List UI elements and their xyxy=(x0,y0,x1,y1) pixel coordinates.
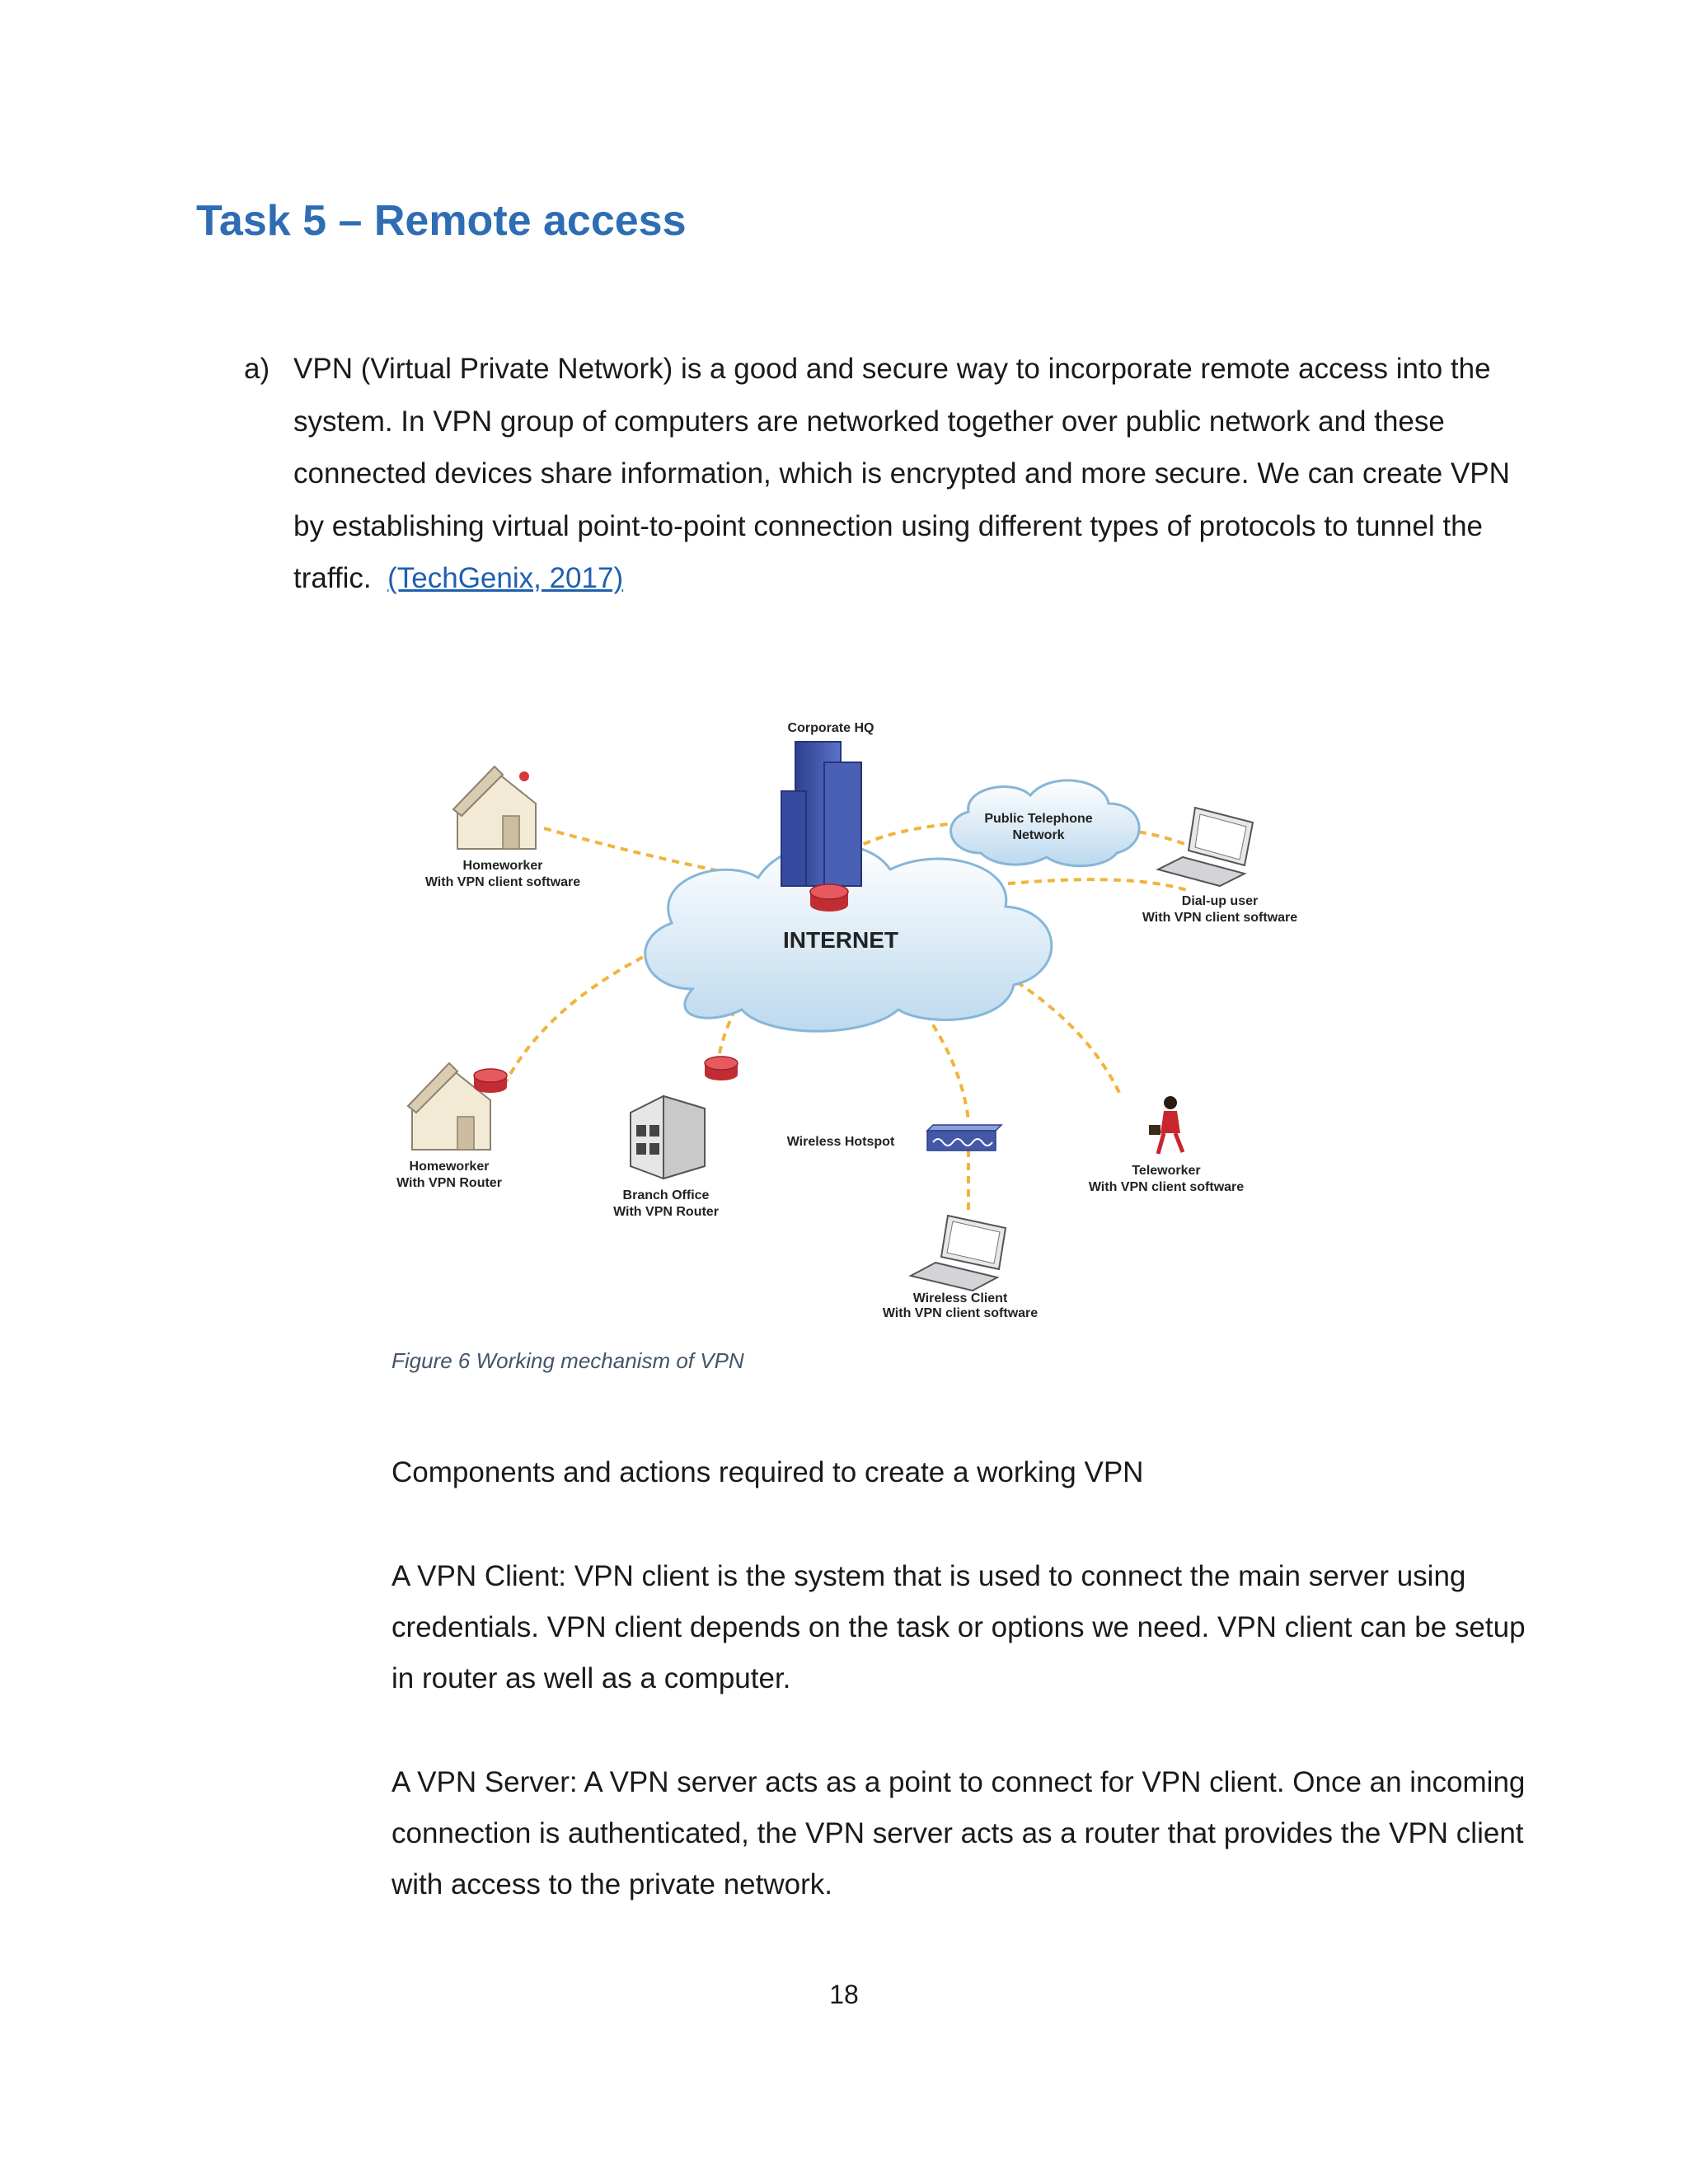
page-number: 18 xyxy=(829,1980,859,2009)
homeworker-bottom-router-icon xyxy=(474,1069,507,1093)
hq-router-icon xyxy=(810,884,848,912)
wireless-client-laptop-icon xyxy=(911,1216,1006,1291)
vpn-client-paragraph: A VPN Client: VPN client is the system that is used to connect the main server using credentials. VPN client depends on the task or options we need. VPN client can be setup in router as well as a computer. xyxy=(392,1560,1526,1694)
figure-caption: Figure 6 Working mechanism of VPN xyxy=(392,1348,744,1373)
teleworker-person-icon xyxy=(1149,1096,1183,1154)
dialup-label-line1: Dial-up user xyxy=(1181,894,1259,908)
pstn-label-line2: Network xyxy=(1012,828,1065,842)
homeworker-bottom-label-line1: Homeworker xyxy=(409,1160,490,1174)
vpn-diagram xyxy=(379,701,1368,1319)
internet-label: INTERNET xyxy=(783,927,898,953)
corporate-hq-label: Corporate HQ xyxy=(787,721,874,735)
list-item-a xyxy=(244,343,1530,605)
section-heading: Task 5 – Remote access xyxy=(196,197,687,245)
wireless-hotspot-icon xyxy=(927,1125,1001,1151)
components-heading: Components and actions required to create a working VPN xyxy=(392,1456,1144,1488)
homeworker-top-house-icon xyxy=(453,766,536,849)
branch-office-building-icon xyxy=(631,1096,705,1179)
homeworker-top-label-line1: Homeworker xyxy=(462,859,543,873)
dialup-label-line2: With VPN client software xyxy=(1142,911,1298,925)
vpn-diagram-figure xyxy=(379,701,1368,1319)
pstn-label-line1: Public Telephone xyxy=(984,812,1093,826)
wireless-client-label-line1: Wireless Client xyxy=(912,1291,1008,1305)
hotspot-label: Wireless Hotspot xyxy=(786,1135,895,1149)
dialup-laptop-icon xyxy=(1158,808,1253,886)
homeworker-top-label-line2: With VPN client software xyxy=(424,875,581,889)
list-item-body xyxy=(293,343,1530,605)
vpn-server-paragraph: A VPN Server: A VPN server acts as a point to connect for VPN client. Once an incoming connection is authenticated, the VPN server acts as a router that provides the VPN client with access to the private network. xyxy=(392,1766,1526,1900)
list-item-text: VPN (Virtual Private Network) is a good and secure way to incorporate remote access into the system. In VPN group of computers are networked together over public network and these connected devices share information, which is encrypted and more secure. We can create VPN by establishing virtual point-to-point connection using different types of protocols to tunnel the traffic. xyxy=(293,353,1510,594)
teleworker-label-line2: With VPN client software xyxy=(1088,1180,1245,1194)
homeworker-bottom-label-line2: With VPN Router xyxy=(396,1176,502,1190)
teleworker-label-line1: Teleworker xyxy=(1132,1164,1201,1178)
citation-link[interactable]: (TechGenix, 2017) xyxy=(387,562,624,594)
corporate-hq-building-icon xyxy=(781,742,861,886)
list-marker: a) xyxy=(244,353,270,385)
branch-label-line1: Branch Office xyxy=(622,1188,710,1202)
branch-router-icon xyxy=(705,1057,738,1080)
wireless-client-label-line2: With VPN client software xyxy=(882,1306,1039,1319)
branch-label-line2: With VPN Router xyxy=(613,1205,719,1219)
